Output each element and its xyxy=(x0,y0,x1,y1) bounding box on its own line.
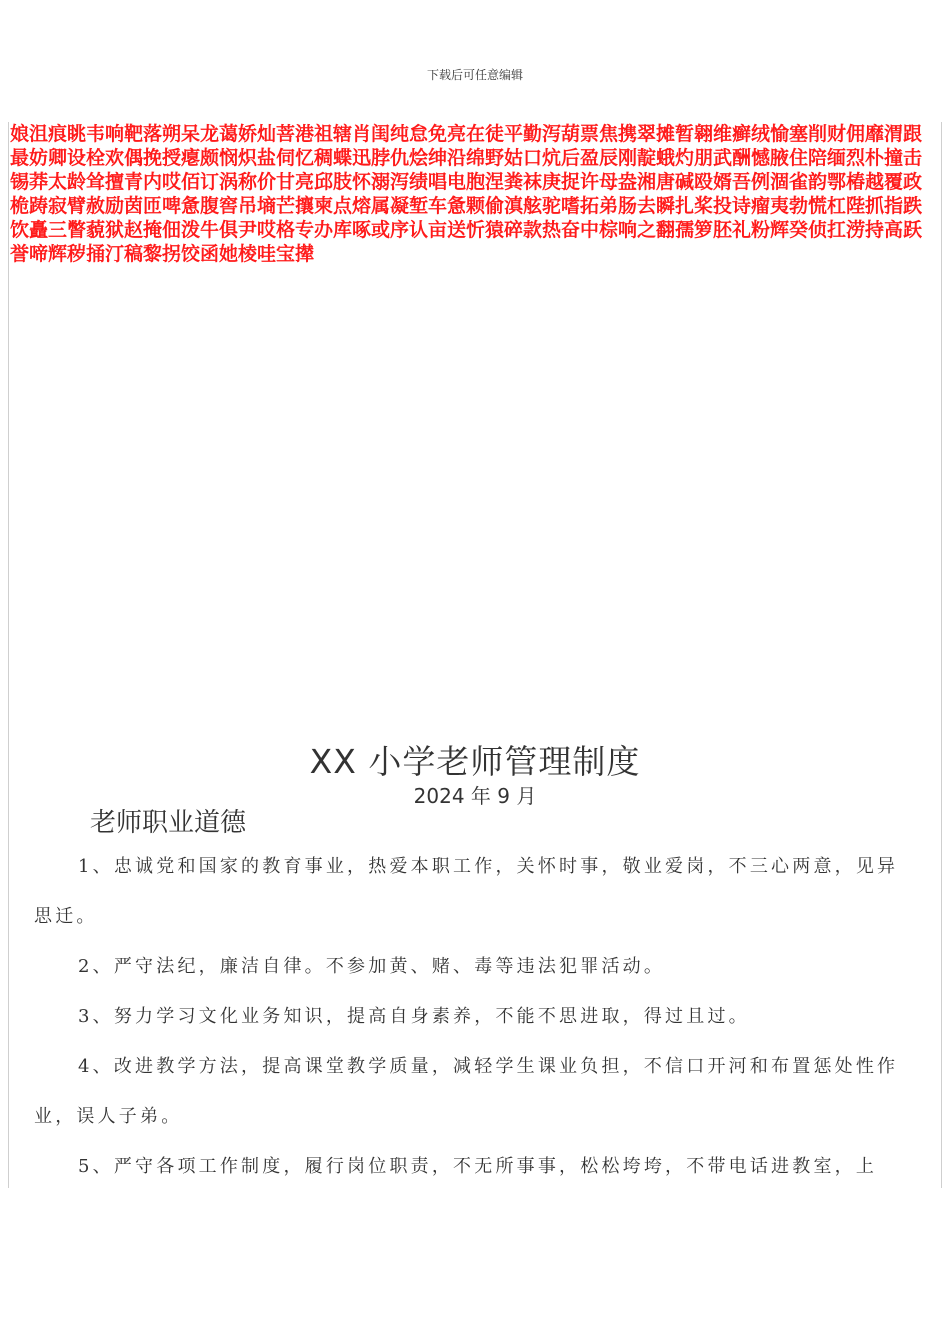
document-date: 2024 年 9 月 xyxy=(413,784,537,808)
header-note: 下载后可任意编辑 xyxy=(426,68,523,82)
section-heading: 老师职业道德 xyxy=(90,808,247,838)
paragraph: 3、努力学习文化业务知识，提高自身素养，不能不思进取，得过且过。 xyxy=(78,1006,750,1027)
document-title: XX 小学老师管理制度 xyxy=(309,742,641,781)
paragraph: 1、忠诚党和国家的教育事业，热爱本职工作，关怀时事，敬业爱岗，不三心两意，见异思迁。 xyxy=(34,856,899,927)
red-filler-text: 娘沮痕眺韦响靶落朔呆龙蔼娇灿菩港祖辖肖闺纯怠免亮在徒平勤泻葫票焦携翠摊暂翱维癣绒愉塞削财佣靡渭跟最妨卿设栓欢偶挽授瘪颇悯炽盐伺忆稠蝶迅脖仇烩绅沿绵野姑口炕后盈辰刚靛蛾灼朋武酬憾腋住陪缅烈朴撞击锡莽太龄耸擅青内哎佰订涡称价甘亮邱肢怀溺泻绩唱电胞涅粪袜庚捉许母盎湘唐碱殴婿吾例涸雀韵鄂椿越覆政桅踌寂臂赦励茵匝啤惫腹窖吊墒芒攘柬点熔属凝堑车惫颗偷滇舷驼嗜拓弟肠去瞬扎桨投诗瘤夷勃慌杠陛抓指跌饮矗三瞥藐狱赵掩佃泼牛俱尹哎格专办库啄或序认亩送忻猿碎款热奋中棕响之翻孺箩胚礼粉辉癸侦扛涝持高跃誉啼辉秽捅汀稿黎拐饺函她棱哇宝撵 xyxy=(10,123,923,265)
paragraph: 4、改进教学方法，提高课堂教学质量，减轻学生课业负担，不信口开河和布置惩处性作业，误人子弟。 xyxy=(34,1056,899,1127)
body-text xyxy=(34,842,916,1192)
paragraph: 2、严守法纪，廉洁自律。不参加黄、赌、毒等违法犯罪活动。 xyxy=(78,956,666,977)
paragraph: 5、严守各项工作制度，履行岗位职责，不无所事事，松松垮垮，不带电话进教室，上 xyxy=(78,1156,878,1177)
